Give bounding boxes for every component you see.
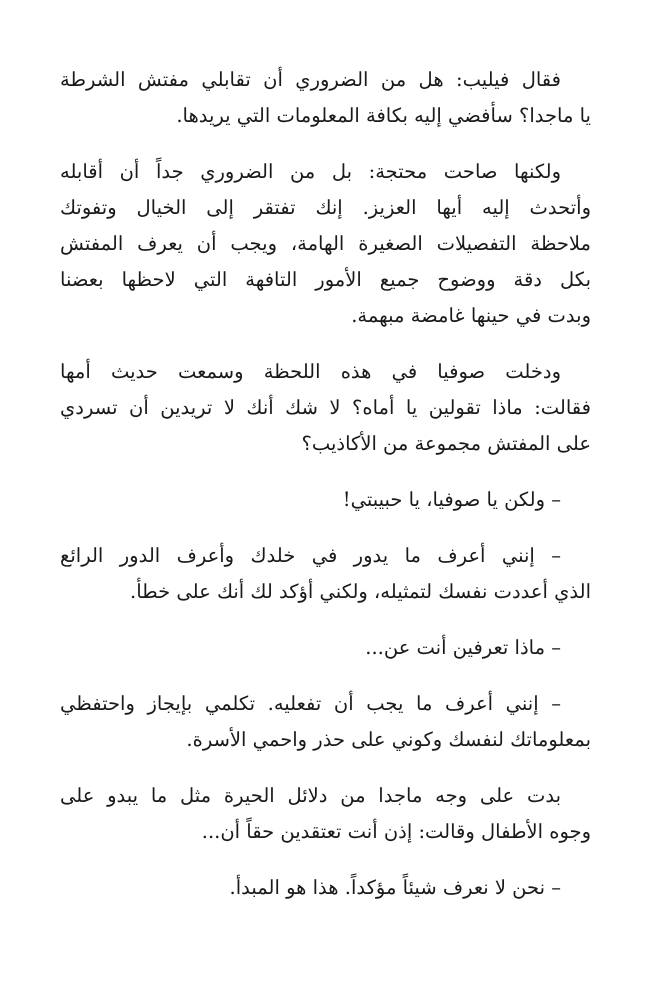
text-line: بمعلوماتك لنفسك وكوني على حذر واحمي الأسرة.	[186, 728, 591, 751]
text-line: فقال فيليب: هل من الضروري أن تقابلي مفتش الشرطة	[60, 68, 561, 91]
text-line: – ماذا تعرفين أنت عن...	[365, 636, 561, 659]
text-line: وبدت في حينها غامضة مبهمة.	[351, 304, 591, 327]
text-line: ودخلت صوفيا في هذه اللحظة وسمعت حديث أمها	[60, 360, 561, 383]
text-line: – إنني أعرف ما يدور في خلدك وأعرف الدور الرائع	[60, 544, 561, 567]
paragraph-7	[60, 686, 591, 758]
paragraph-6	[60, 630, 591, 666]
text-line: بكل دقة ووضوح جميع الأمور التافهة التي لاحظها بعضنا	[60, 268, 591, 291]
text-line: يا ماجدا؟ سأفضي إليه بكافة المعلومات التي يريدها.	[176, 104, 591, 127]
paragraph-5	[60, 538, 591, 610]
text-line: – إنني أعرف ما يجب أن تفعليه. تكلمي بإيجاز واحتفظي	[60, 692, 561, 715]
text-line: ولكنها صاحت محتجة: بل من الضروري جداً أن أقابله	[60, 160, 561, 183]
paragraph-8	[60, 778, 591, 850]
text-line: وأتحدث إليه أيها العزيز. إنك تفتقر إلى الخيال وتفوتك	[60, 196, 591, 219]
text-line: بدت على وجه ماجدا من دلائل الحيرة مثل ما يبدو على	[60, 784, 561, 807]
paragraph-3	[60, 354, 591, 462]
text-line: – ولكن يا صوفيا، يا حبيبتي!	[342, 488, 561, 511]
text-line: على المفتش مجموعة من الأكاذيب؟	[301, 432, 591, 455]
text-line: ملاحظة التفصيلات الصغيرة الهامة، ويجب أن يعرف المفتش	[60, 232, 591, 255]
paragraph-1	[60, 62, 591, 134]
text-line: – نحن لا نعرف شيئاً مؤكداً. هذا هو المبدأ.	[229, 876, 561, 899]
paragraph-4	[60, 482, 591, 518]
text-line: الذي أعددت نفسك لتمثيله، ولكني أؤكد لك أنك على خطأ.	[130, 580, 591, 603]
text-line: فقالت: ماذا تقولين يا أماه؟ لا شك أنك لا تريدين أن تسردي	[60, 396, 591, 419]
paragraph-2	[60, 154, 591, 334]
paragraph-9	[60, 870, 591, 906]
text-line: وجوه الأطفال وقالت: إذن أنت تعتقدين حقاً أن...	[201, 820, 591, 843]
